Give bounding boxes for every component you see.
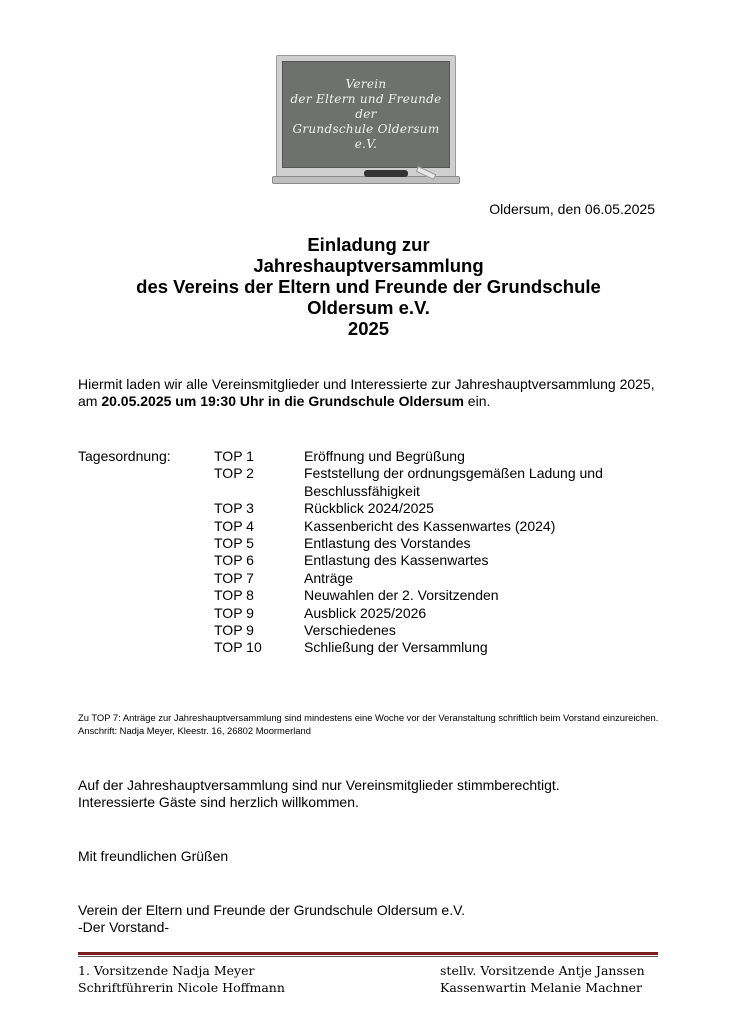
agenda-text: Feststellung der ordnungsgemäßen Ladung und Beschlussfähigkeit [304,465,603,499]
agenda-text: Anträge [304,569,354,586]
voting-paragraph [78,777,678,811]
agenda-item [214,587,654,604]
footer-right [440,962,645,996]
logo-line: Grundschule Oldersum [292,122,440,136]
greeting: Mit freundlichen Grüßen [78,848,229,864]
agenda-item [214,639,654,656]
page-title [60,234,677,339]
agenda-text: Entlastung des Kassenwartes [304,552,489,569]
eraser-icon [364,170,408,177]
footer-divider-thin [78,956,658,957]
agenda-item [214,500,654,517]
footer-left [78,962,285,996]
agenda-text: Verschiedenes [304,622,396,639]
agenda-text: Schließung der Versammlung [304,639,488,656]
agenda-label: Tagesordnung: [78,448,171,464]
title-line: Oldersum e.V. [307,297,430,318]
agenda-number: TOP 9 [214,622,254,639]
title-line: Einladung zur [307,234,430,255]
agenda-list [214,448,654,657]
footer-divider [78,952,658,955]
agenda-item [214,552,654,569]
agenda-text: Eröffnung und Begrüßung [304,448,465,464]
agenda-number: TOP 3 [214,500,254,517]
footer-treasurer: Kassenwartin Melanie Machner [440,980,643,995]
top7-note: Zu TOP 7: Anträge zur Jahreshauptversammlung sind mindestens eine Woche vor der Veranstaltung schriftlich beim Vorstand einzureichen. Anschrift: Nadja Meyer, Kleestr. 16, 26802 Moormerland [78,712,659,736]
agenda-text: Entlastung des Vorstandes [304,535,471,552]
agenda-text: Ausblick 2025/2026 [304,604,427,621]
agenda-item [214,622,654,639]
logo-line: der Eltern und Freunde [290,92,442,106]
agenda-text: Kassenbericht des Kassenwartes (2024) [304,517,556,534]
footer-secretary: Schriftführerin Nicole Hoffmann [78,980,285,995]
guests-line: Interessierte Gäste sind herzlich willkommen. [78,794,359,810]
signature-board: -Der Vorstand- [78,919,170,935]
agenda-item [214,448,654,465]
agenda-number: TOP 5 [214,535,254,552]
agenda-text: Rückblick 2024/2025 [304,500,434,517]
agenda-number: TOP 6 [214,552,254,569]
agenda-item [214,605,654,622]
agenda-number: TOP 4 [214,517,254,534]
intro-text-end: ein. [463,393,491,409]
chalkboard-surface [282,61,450,168]
agenda-number: TOP 9 [214,604,254,621]
agenda-item [214,570,654,587]
agenda-number: TOP 1 [214,448,254,464]
agenda-item [214,535,654,552]
agenda-number: TOP 7 [214,569,254,586]
agenda-text: Neuwahlen der 2. Vorsitzenden [304,587,499,604]
logo-line: der [355,107,377,121]
title-line: des Vereins der Eltern und Freunde der Grundschule [136,276,601,297]
agenda-item [214,465,654,500]
logo-line: e.V. [354,137,378,151]
logo-line: Verein [345,77,387,91]
intro-date-location: 20.05.2025 um 19:30 Uhr in die Grundschule Oldersum [101,393,464,409]
agenda-number: TOP 2 [214,465,254,482]
signature-org: Verein der Eltern und Freunde der Grundschule Oldersum e.V. [78,902,466,918]
agenda-number: TOP 10 [214,639,262,656]
title-line: Jahreshauptversammlung [253,255,484,276]
intro-text: Hiermit laden wir alle Vereinsmitglieder und Interessierte zur Jahreshauptversammlung 2025, am [78,376,655,409]
agenda-item [214,518,654,535]
title-line: 2025 [347,318,390,339]
date-line: Oldersum, den 06.05.2025 [489,201,655,217]
chalkboard-logo [276,55,456,179]
voting-line: Auf der Jahreshauptversammlung sind nur Vereinsmitglieder stimmberechtigt. [78,777,560,793]
footer-vice-chair: stellv. Vorsitzende Antje Janssen [440,963,645,978]
intro-paragraph [78,376,668,410]
signature-block [78,902,678,936]
footer-chair: 1. Vorsitzende Nadja Meyer [78,963,255,978]
agenda-number: TOP 8 [214,587,254,604]
